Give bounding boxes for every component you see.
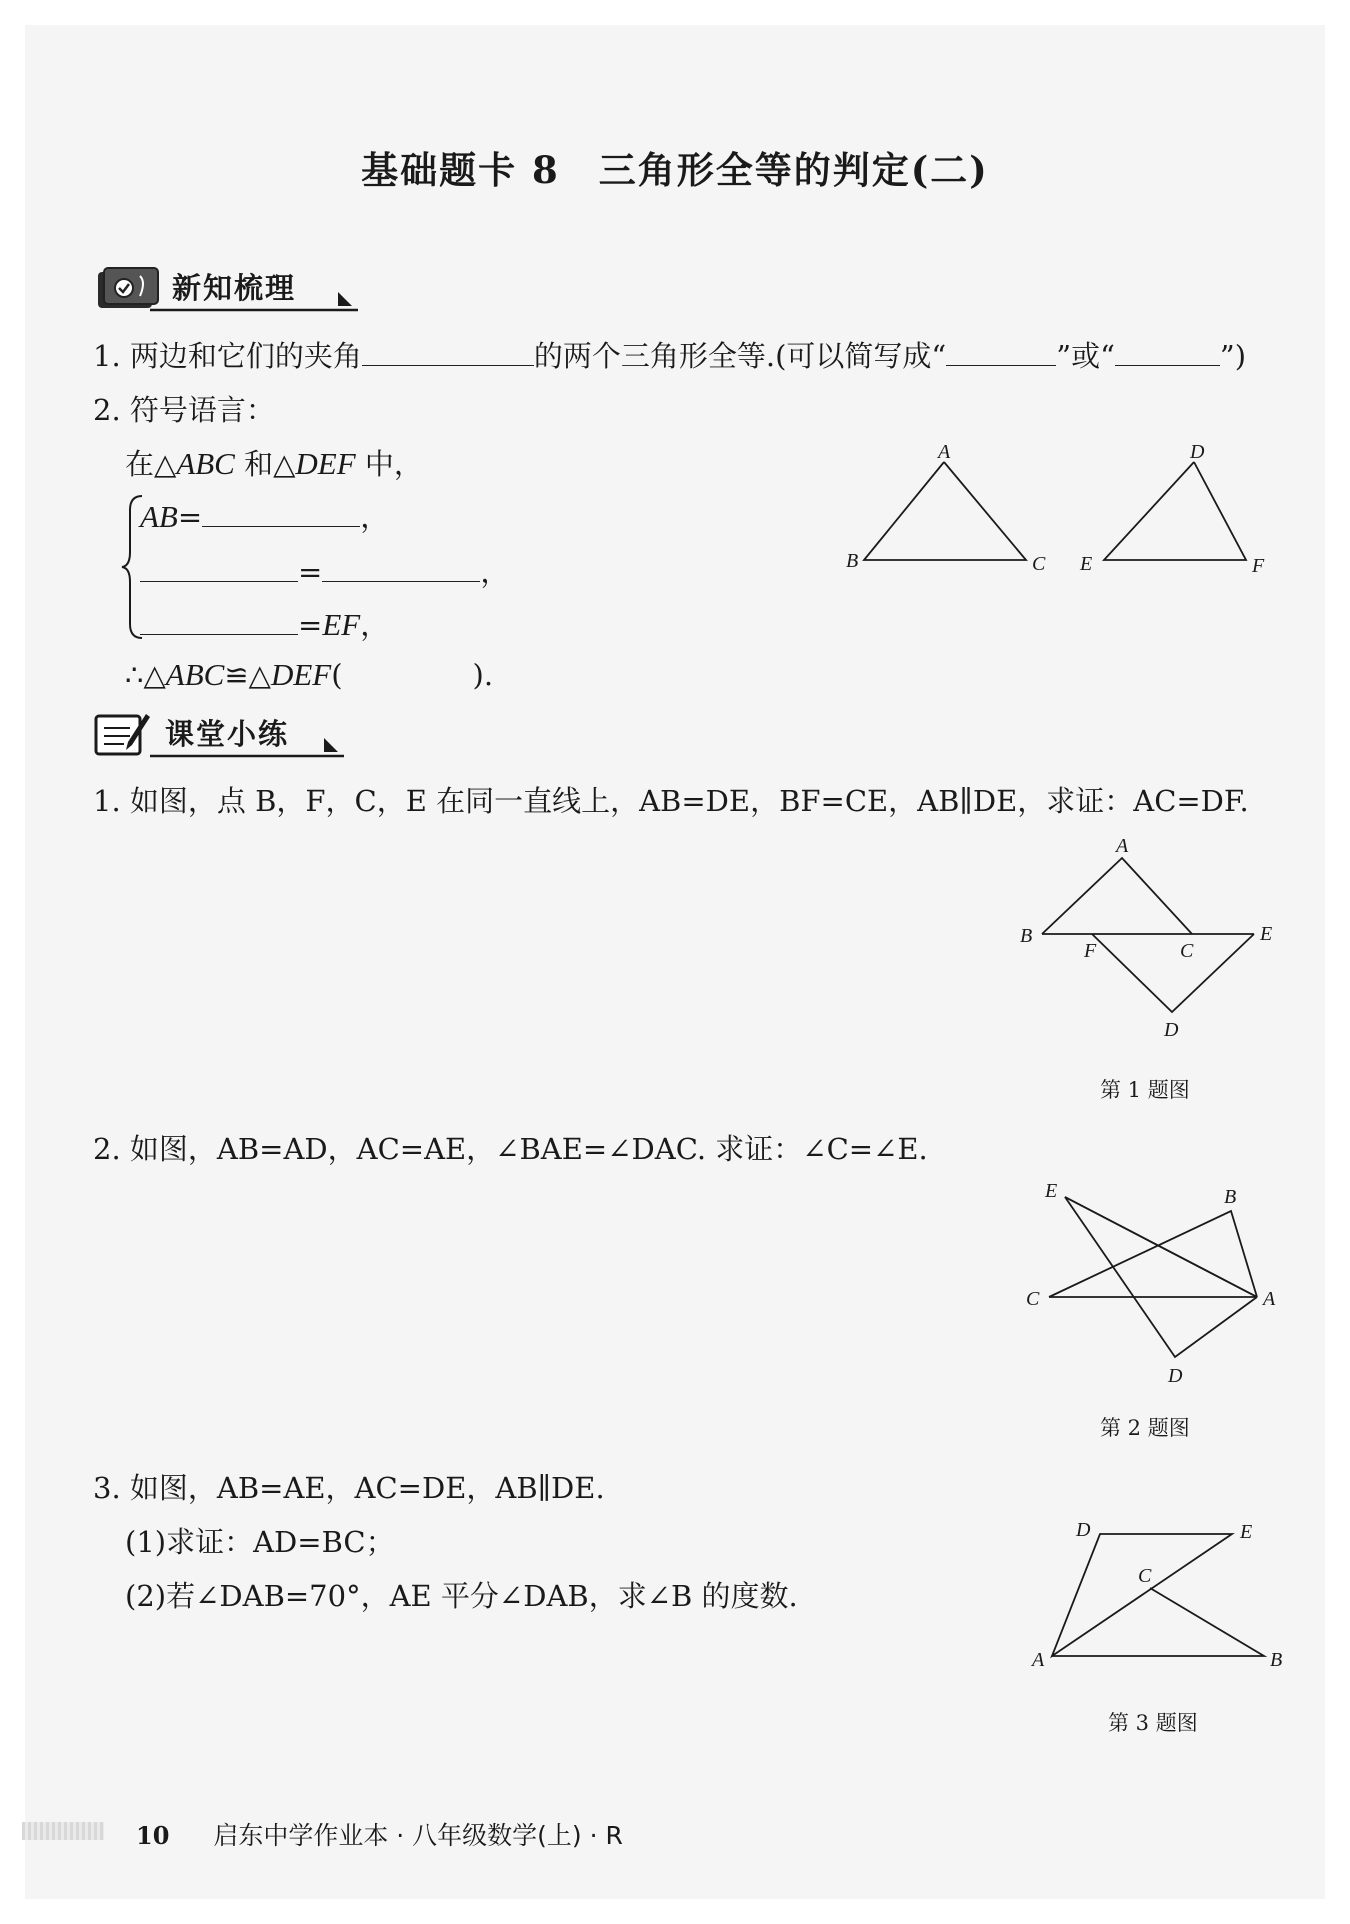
practice-3-sub-2: (2)若∠DAB=70°，AE 平分∠DAB，求∠B 的度数. xyxy=(125,1579,798,1613)
q2-row2-blank-left[interactable] xyxy=(140,555,298,582)
label-F: F xyxy=(1084,940,1097,962)
q1-text-mid: 的两个三角形全等.(可以简写成“ xyxy=(533,339,947,373)
label-D: D xyxy=(1164,1019,1179,1040)
q2-intro-mid: 和△ xyxy=(234,447,296,481)
label-D: D xyxy=(1190,441,1205,463)
q2-row-2 xyxy=(140,550,509,591)
label-B: B xyxy=(1224,1186,1237,1208)
q2-intro-triangle-1: ABC xyxy=(176,446,235,481)
section-underline xyxy=(90,262,360,314)
q2-conclusion xyxy=(125,657,493,693)
label-A: A xyxy=(1032,1649,1045,1671)
label-D: D xyxy=(1168,1365,1183,1387)
figure-3-caption: 第 3 题图 xyxy=(1108,1711,1198,1735)
q2-conclusion-open: ( xyxy=(331,658,343,692)
label-E: E xyxy=(1045,1180,1058,1202)
practice-2-text: 2. 如图，AB=AD，AC=AE，∠BAE=∠DAC. 求证：∠C=∠E. xyxy=(93,1132,928,1166)
q2-row2-end: ， xyxy=(480,555,510,589)
figure-practice-1 xyxy=(1010,830,1280,1040)
section-header-class-practice xyxy=(90,708,350,760)
q2-row1-end: ， xyxy=(360,500,390,534)
q2-conclusion-pre: ∴△ xyxy=(125,658,166,692)
label-E: E xyxy=(1080,553,1093,575)
practice-1-text: 1. 如图，点 B，F，C，E 在同一直线上，AB=DE，BF=CE，AB∥DE，求证：AC=DF. xyxy=(93,784,1249,818)
label-C: C xyxy=(1180,940,1194,962)
figure-two-triangles xyxy=(840,440,1280,580)
q2-conclusion-triangle-1: ABC xyxy=(165,657,225,692)
q2-row3-right: EF xyxy=(322,607,361,642)
label-A: A xyxy=(938,441,951,463)
section-header-new-knowledge xyxy=(90,262,360,314)
q1-text-or: ”或“ xyxy=(1056,339,1115,373)
q2-row1-eq: = xyxy=(177,500,203,534)
q2-row3-eq: = xyxy=(298,608,323,642)
figure-1-caption: 第 1 题图 xyxy=(1100,1078,1190,1102)
q1-blank-1[interactable] xyxy=(362,339,534,366)
label-C: C xyxy=(1032,553,1046,575)
q2-intro xyxy=(125,442,423,483)
q2-row1-left: AB xyxy=(140,499,178,534)
q2-intro-end: 中， xyxy=(355,447,423,481)
page-number: 10 xyxy=(136,1821,170,1850)
label-E: E xyxy=(1260,923,1273,945)
question-2-head: 2. 符号语言： xyxy=(93,393,275,427)
label-C: C xyxy=(1026,1288,1040,1310)
label-A: A xyxy=(1116,835,1129,857)
label-F: F xyxy=(1252,555,1265,577)
q1-blank-3[interactable] xyxy=(1115,339,1220,366)
section-label: 课堂小练 xyxy=(165,717,290,751)
figure-2-caption: 第 2 题图 xyxy=(1100,1416,1190,1440)
q1-text-end: ”) xyxy=(1219,339,1247,373)
practice-3-text: 3. 如图，AB=AE，AC=DE，AB∥DE. xyxy=(93,1471,605,1505)
q2-row3-blank[interactable] xyxy=(140,608,298,635)
q2-row2-eq: = xyxy=(298,555,323,589)
q2-row3-end: ， xyxy=(360,608,390,642)
q2-intro-pre: 在△ xyxy=(125,447,177,481)
section-underline xyxy=(90,708,350,760)
q2-row1-blank[interactable] xyxy=(202,500,360,527)
q2-conclusion-close: ). xyxy=(472,658,494,692)
label-B: B xyxy=(1020,925,1033,947)
label-B: B xyxy=(846,550,859,572)
label-C: C xyxy=(1138,1565,1152,1587)
label-B: B xyxy=(1270,1649,1283,1671)
q2-conclusion-congruent: ≌△ xyxy=(224,658,271,692)
q1-text-start: 1. 两边和它们的夹角 xyxy=(93,339,362,373)
q2-intro-triangle-2: DEF xyxy=(295,446,356,481)
label-D: D xyxy=(1076,1519,1091,1541)
question-1-line xyxy=(93,334,1246,375)
figure-practice-2 xyxy=(1005,1175,1285,1390)
q1-blank-2[interactable] xyxy=(946,339,1056,366)
footer-barcode-strip xyxy=(22,1822,104,1840)
label-A: A xyxy=(1263,1288,1276,1310)
section-label: 新知梳理 xyxy=(172,271,297,305)
q2-row2-blank-right[interactable] xyxy=(322,555,480,582)
label-E: E xyxy=(1240,1521,1253,1543)
page-title: 基础题卡 8 三角形全等的判定(二) xyxy=(361,148,989,192)
book-title: 启东中学作业本 · 八年级数学(上) · R xyxy=(213,1821,623,1850)
q2-row-1 xyxy=(140,495,389,536)
footer xyxy=(136,1816,623,1852)
q2-conclusion-triangle-2: DEF xyxy=(270,657,332,692)
practice-3-sub-1: (1)求证：AD=BC； xyxy=(125,1525,395,1559)
q2-row-3 xyxy=(140,603,389,644)
figure-practice-3 xyxy=(1020,1510,1290,1680)
